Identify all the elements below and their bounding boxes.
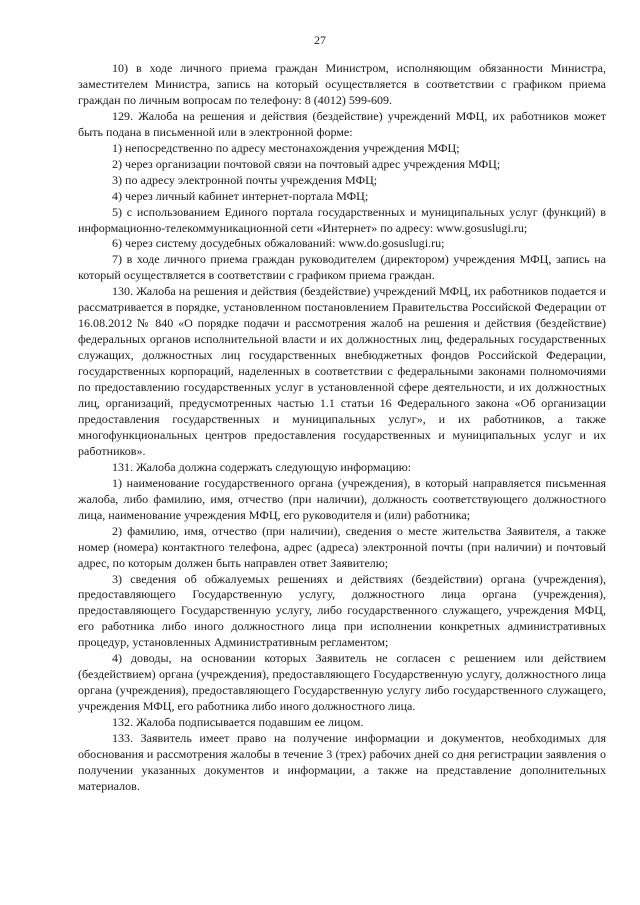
- list-item-129-1: 1) непосредственно по адресу местонахождения учреждения МФЦ;: [112, 140, 460, 155]
- list-item-129-7: 7) в ходе личного приема граждан руководителем (директором) учреждения МФЦ, запись на который осуществляется в соответствии с графиком приема граждан.: [78, 252, 606, 283]
- list-item-129-6: 6) через систему досудебных обжалований: www.do.gosuslugi.ru;: [112, 236, 445, 251]
- paragraph-133: 133. Заявитель имеет право на получение информации и документов, необходимых для обоснования и рассмотрения жалобы в течение 3 (трех) рабочих дней со дня регистрации заявления о получении указанных документов и информации, а также на представление дополнительных материалов.: [78, 731, 606, 793]
- document-body: [78, 61, 606, 795]
- list-item-129-2: 2) через организации почтовой связи на почтовый адрес учреждения МФЦ;: [112, 156, 501, 171]
- paragraph-item-10: 10) в ходе личного приема граждан Министром, исполняющим обязанности Министра, заместителем Министра, запись на который осуществляется в соответствии с графиком приема граждан по личным вопросам по телефону: 8 (4012) 599-609.: [78, 61, 606, 107]
- paragraph-130: 130. Жалоба на решения и действия (бездействие) учреждений МФЦ, их работников подается и рассматривается в порядке, установленном постановлением Правительства Российской Федерации от 16.08.2012 № 840 «О порядке подачи и рассмотрения жалоб на решения и действия (бездействие) федеральных органов исполнительной власти и их должностных лиц, федеральных государственных служащих, должностных лиц государственных внебюджетных фондов Российской Федерации, государственных корпораций, наделенных в соответствии с федеральными законами полномочиями по предоставлению государственных услуг в установленной сфере деятельности, и их должностных лиц, организаций, предусмотренных частью 1.1 статьи 16 Федерального закона «Об организации предоставления государственных и муниципальных услуг», и их работников, а также многофункциональных центров предоставления государственных и муниципальных услуг и их работников».: [78, 284, 606, 458]
- list-item-129-5: 5) с использованием Единого портала государственных и муниципальных услуг (функций) в информационно-телекоммуникационной сети «Интернет» по адресу: www.gosuslugi.ru;: [78, 204, 606, 235]
- paragraph-129: 129. Жалоба на решения и действия (бездействие) учреждений МФЦ, их работников может быть подана в письменной или в электронной форме:: [78, 108, 606, 139]
- list-item-131-2: 2) фамилию, имя, отчество (при наличии), сведения о месте жительства Заявителя, а также номер (номера) контактного телефона, адрес (адреса) электронной почты (при наличии) и почтовый адрес, по которым должен быть направлен ответ Заявителю;: [78, 523, 606, 570]
- page-number: 27: [314, 33, 326, 47]
- list-item-131-3: 3) сведения об обжалуемых решениях и действиях (бездействии) органа (учреждения), предоставляющего Государственную услугу, должностного лица органа (учреждения), предоставляющего Государственную услугу, либо государственного служащего, учреждения МФЦ, его работника либо иного должностного лица при исполнении конкретных административных процедур, установленных Административным регламентом;: [78, 571, 606, 650]
- list-item-131-4: 4) доводы, на основании которых Заявитель не согласен с решением или действием (бездействием) органа (учреждения), предоставляющего Государственную услугу, должностного лица органа (учреждения), предоставляющего Государственную услугу либо государственного служащего, учреждения МФЦ, его работника либо иного должностного лица.: [78, 651, 606, 714]
- list-item-129-4: 4) через личный кабинет интернет-портала МФЦ;: [112, 188, 369, 203]
- list-item-129-3: 3) по адресу электронной почты учреждения МФЦ;: [112, 172, 378, 187]
- paragraph-132: 132. Жалоба подписывается подавшим ее лицом.: [112, 715, 364, 730]
- list-item-131-1: 1) наименование государственного органа (учреждения), в который направляется письменная жалоба, либо фамилию, имя, отчество (при наличии), должность соответствующего должностного лица, наименование учреждения МФЦ, его руководителя и (или) работника;: [78, 475, 606, 522]
- paragraph-131: 131. Жалоба должна содержать следующую информацию:: [112, 459, 412, 474]
